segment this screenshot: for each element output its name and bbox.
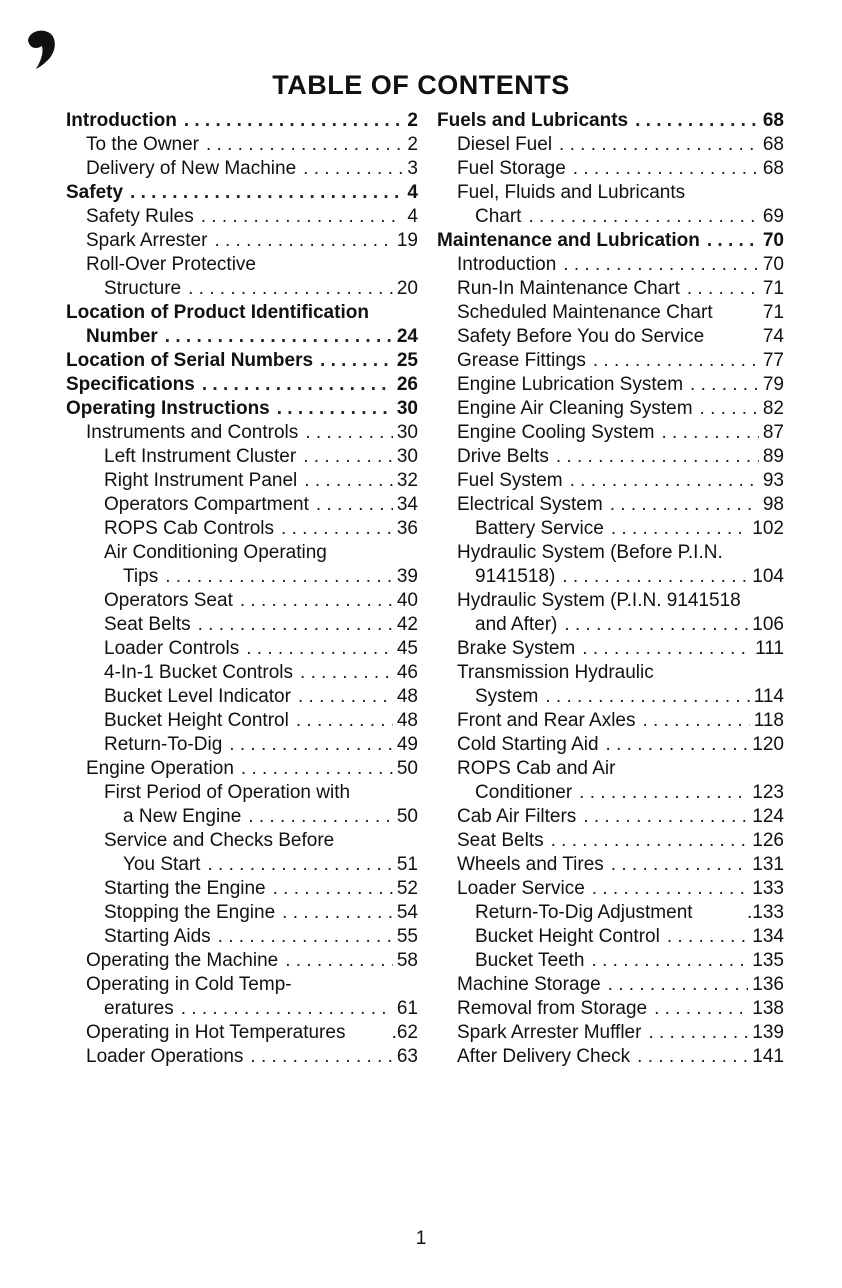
toc-entry-page: .62 [391, 1022, 418, 1043]
dot-leader [690, 373, 759, 397]
toc-entry [66, 541, 418, 565]
toc-entry [66, 613, 418, 637]
toc-entry-title: Bucket Teeth [475, 950, 585, 971]
dot-leader [611, 853, 749, 877]
toc-entry [437, 229, 784, 253]
toc-entry-page: 123 [752, 782, 784, 803]
corner-mark-icon [24, 26, 58, 70]
toc-entry [437, 349, 784, 373]
toc-entry-title: and After) [475, 614, 558, 635]
toc-entry-title: Return-To-Dig Adjustment [475, 902, 693, 923]
toc-entry-page: 4 [407, 206, 418, 227]
dot-leader [637, 1045, 748, 1069]
toc-entry [66, 1045, 418, 1069]
dot-leader [610, 493, 759, 517]
toc-entry-title: Loader Service [457, 878, 585, 899]
dot-leader [282, 901, 393, 925]
toc-entry-page: 24 [396, 326, 418, 347]
toc-entry [437, 589, 784, 613]
toc-entry [437, 421, 784, 445]
dot-leader [662, 421, 759, 445]
dot-leader [184, 109, 404, 133]
toc-entry-title: Brake System [457, 638, 576, 659]
toc-entry-title: Return-To-Dig [104, 734, 223, 755]
toc-entry-page: 82 [762, 398, 784, 419]
dot-leader [563, 253, 759, 277]
toc-entry [66, 853, 418, 877]
toc-entry-title: Cold Starting Aid [457, 734, 599, 755]
toc-entry-title: Fuel, Fluids and Lubricants [457, 182, 686, 203]
toc-entry-page: 2 [407, 110, 418, 131]
toc-entry-title: a New Engine [123, 806, 242, 827]
toc-entry-page: 2 [407, 134, 418, 155]
toc-entry [66, 565, 418, 589]
toc-entry-title: Spark Arrester [86, 230, 208, 251]
toc-entry-page: 19 [396, 230, 418, 251]
toc-entry-page: 89 [762, 446, 784, 467]
dot-leader [582, 637, 751, 661]
toc-entry-title: Grease Fittings [457, 350, 586, 371]
toc-entry-title: Battery Service [475, 518, 604, 539]
toc-entry-title: Bucket Height Control [104, 710, 289, 731]
toc-entry [437, 709, 784, 733]
dot-leader [667, 925, 748, 949]
toc-entry-title: 9141518) [475, 566, 556, 587]
toc-entry [66, 205, 418, 229]
dot-leader [592, 949, 749, 973]
toc-entry-page: 134 [752, 926, 784, 947]
toc-entry-title: Operators Seat [104, 590, 233, 611]
toc-entry-page: 111 [755, 638, 784, 659]
toc-entry [437, 205, 784, 229]
toc-entry [66, 973, 418, 997]
toc-entry [66, 781, 418, 805]
toc-entry-title: Introduction [66, 110, 177, 131]
toc-entry-page: 55 [396, 926, 418, 947]
toc-entry-page: 51 [396, 854, 418, 875]
toc-entry-title: Transmission Hydraulic [457, 662, 654, 683]
toc-entry-title: Maintenance and Lubrication [437, 230, 700, 251]
toc-entry-page: 58 [396, 950, 418, 971]
toc-entry-title: Hydraulic System (P.I.N. 9141518 [457, 590, 741, 611]
toc-entry-page: .133 [747, 902, 784, 923]
dot-leader [250, 1045, 392, 1069]
toc-entry-page: 131 [752, 854, 784, 875]
toc-entry-page: 135 [752, 950, 784, 971]
toc-entry [66, 253, 418, 277]
toc-entry-page: 69 [762, 206, 784, 227]
toc-entry-title: Fuels and Lubricants [437, 110, 629, 131]
dot-leader [303, 445, 393, 469]
toc-entry-title: ROPS Cab Controls [104, 518, 275, 539]
toc-entry [66, 109, 418, 133]
toc-entry-title: eratures [104, 998, 174, 1019]
toc-entry-page: 30 [396, 398, 418, 419]
dot-leader [240, 589, 393, 613]
toc-entry-page: 36 [396, 518, 418, 539]
toc-entry [66, 133, 418, 157]
toc-entry-title: Diesel Fuel [457, 134, 553, 155]
toc-entry [437, 637, 784, 661]
toc-right-column [437, 109, 784, 1069]
dot-leader [608, 973, 749, 997]
toc-entry-page: 32 [396, 470, 418, 491]
toc-entry-title: Seat Belts [104, 614, 191, 635]
toc-entry [66, 733, 418, 757]
dot-leader [648, 1021, 748, 1045]
toc-entry [66, 661, 418, 685]
toc-entry-page: 114 [753, 686, 784, 707]
toc-entry-title: ROPS Cab and Air [457, 758, 616, 779]
toc-entry-title: Fuel System [457, 470, 563, 491]
toc-entry [437, 541, 784, 565]
toc-entry [66, 445, 418, 469]
toc-entry-title: Location of Serial Numbers [66, 350, 314, 371]
toc-entry-page: 4 [407, 182, 418, 203]
toc-entry [437, 853, 784, 877]
page-title: TABLE OF CONTENTS [272, 70, 570, 101]
toc-entry-page: 68 [762, 110, 784, 131]
toc-entry [437, 1021, 784, 1045]
toc-entry-title: Stopping the Engine [104, 902, 276, 923]
toc-entry-page: 68 [762, 158, 784, 179]
toc-entry [437, 661, 784, 685]
dot-leader [248, 805, 393, 829]
toc-entry-title: Air Conditioning Operating [104, 542, 327, 563]
toc-entry-title: Front and Rear Axles [457, 710, 636, 731]
dot-leader [300, 661, 393, 685]
toc-entry-title: Safety [66, 182, 124, 203]
dot-leader [579, 781, 748, 805]
toc-entry-page: 93 [762, 470, 784, 491]
toc-entry [437, 133, 784, 157]
dot-leader [564, 613, 748, 637]
toc-entry-title: Delivery of New Machine [86, 158, 297, 179]
dot-leader [298, 685, 393, 709]
toc-entry-title: Left Instrument Cluster [104, 446, 297, 467]
dot-leader [592, 877, 749, 901]
toc-entry-page: 70 [762, 254, 784, 275]
toc-entry-title: Operators Compartment [104, 494, 309, 515]
toc-entry [437, 565, 784, 589]
toc-entry-title: Loader Operations [86, 1046, 244, 1067]
toc-entry-page: 45 [396, 638, 418, 659]
toc-entry-title: Run-In Maintenance Chart [457, 278, 680, 299]
toc-entry-title: Service and Checks Before [104, 830, 335, 851]
toc-entry-page: 106 [752, 614, 784, 635]
toc-entry [437, 253, 784, 277]
toc-entry-page: 141 [752, 1046, 784, 1067]
toc-entry [66, 637, 418, 661]
toc-entry-page: 70 [762, 230, 784, 251]
toc-entry [437, 397, 784, 421]
toc-entry [437, 445, 784, 469]
toc-entry [437, 325, 784, 349]
dot-leader [218, 925, 393, 949]
toc-entry [437, 829, 784, 853]
dot-leader [573, 157, 759, 181]
dot-leader [642, 709, 749, 733]
toc-entry-page: 34 [396, 494, 418, 515]
toc-entry-title: Cab Air Filters [457, 806, 577, 827]
toc-entry-page: 42 [396, 614, 418, 635]
toc-entry-title: Instruments and Controls [86, 422, 299, 443]
toc-entry-title: You Start [123, 854, 201, 875]
toc-entry-title: Specifications [66, 374, 195, 395]
toc-entry-title: First Period of Operation with [104, 782, 351, 803]
toc-entry-title: Removal from Storage [457, 998, 648, 1019]
dot-leader [165, 565, 393, 589]
toc-entry-title: Seat Belts [457, 830, 544, 851]
toc-entry-title: Engine Lubrication System [457, 374, 684, 395]
dot-leader [611, 517, 748, 541]
toc-entry-title: Hydraulic System (Before P.I.N. [457, 542, 723, 563]
toc-entry [66, 997, 418, 1021]
toc-entry-page: 118 [753, 710, 784, 731]
toc-entry [437, 973, 784, 997]
dot-leader [165, 325, 393, 349]
toc-entry [66, 349, 418, 373]
toc-entry [66, 1021, 418, 1045]
toc-entry-page: 79 [762, 374, 784, 395]
toc-entry-title: Drive Belts [457, 446, 549, 467]
dot-leader [207, 853, 392, 877]
dot-leader [593, 349, 759, 373]
toc-entry-page: 63 [396, 1046, 418, 1067]
toc-entry [437, 517, 784, 541]
toc-entry [66, 229, 418, 253]
toc-entry-page: 139 [752, 1022, 784, 1043]
toc-entry-page: 102 [752, 518, 784, 539]
toc-entry-title: Roll-Over Protective [86, 254, 256, 275]
toc-entry-title: Operating in Hot Temperatures [86, 1022, 346, 1043]
toc-entry-page: 120 [752, 734, 784, 755]
toc-entry [437, 925, 784, 949]
toc-entry-title: Engine Cooling System [457, 422, 655, 443]
toc-entry-title: System [475, 686, 539, 707]
toc-entry-page: 133 [752, 878, 784, 899]
toc-entry-page: 30 [396, 422, 418, 443]
toc-entry-page: 104 [752, 566, 784, 587]
toc-entry-page: 87 [762, 422, 784, 443]
toc-entry [437, 685, 784, 709]
dot-leader [202, 373, 393, 397]
toc-entry-page: 25 [396, 350, 418, 371]
toc-entry-title: Structure [104, 278, 182, 299]
dot-leader [583, 805, 748, 829]
toc-entry [66, 397, 418, 421]
toc-entry-title: Right Instrument Panel [104, 470, 298, 491]
toc-entry [437, 901, 784, 925]
toc-entry-page: 124 [752, 806, 784, 827]
toc-entry-page: 48 [396, 686, 418, 707]
toc-entry-title: 4-In-1 Bucket Controls [104, 662, 294, 683]
toc-entry-page: 49 [396, 734, 418, 755]
toc-entry-title: Number [86, 326, 158, 347]
toc-entry-page: 54 [396, 902, 418, 923]
dot-leader [320, 349, 393, 373]
toc-entry [437, 301, 784, 325]
toc-entry [437, 757, 784, 781]
dot-leader [285, 949, 393, 973]
toc-entry-page: 52 [396, 878, 418, 899]
toc-entry-page: 50 [396, 806, 418, 827]
dot-leader [304, 469, 393, 493]
toc-entry-title: Chart [475, 206, 522, 227]
dot-leader [246, 637, 393, 661]
toc-entry [66, 829, 418, 853]
toc-entry-title: Engine Operation [86, 758, 234, 779]
toc-entry-title: Safety Rules [86, 206, 194, 227]
toc-entry-page: 20 [396, 278, 418, 299]
toc-entry [66, 925, 418, 949]
toc-entry [66, 421, 418, 445]
toc-entry [437, 877, 784, 901]
toc-entry [66, 325, 418, 349]
toc-entry [66, 805, 418, 829]
toc-entry-page: 61 [396, 998, 418, 1019]
toc-entry [66, 493, 418, 517]
dot-leader [545, 685, 749, 709]
toc-entry-title: Scheduled Maintenance Chart [457, 302, 713, 323]
toc-entry-title: Electrical System [457, 494, 603, 515]
toc-entry-title: Operating in Cold Temp- [86, 974, 292, 995]
toc-entry [437, 469, 784, 493]
toc-entry [66, 301, 418, 325]
dot-leader [635, 109, 759, 133]
toc-entry [437, 181, 784, 205]
dot-leader [296, 709, 393, 733]
toc-entry-page: 126 [752, 830, 784, 851]
dot-leader [281, 517, 393, 541]
toc-left-column [66, 109, 418, 1069]
toc-entry-page: 39 [396, 566, 418, 587]
toc-entry [66, 181, 418, 205]
toc-entry-title: Loader Controls [104, 638, 240, 659]
dot-leader [303, 157, 403, 181]
toc-entry [66, 709, 418, 733]
toc-entry [437, 373, 784, 397]
toc-entry-page: 136 [752, 974, 784, 995]
toc-entry [437, 109, 784, 133]
toc-entry [437, 493, 784, 517]
toc-entry [437, 613, 784, 637]
toc-entry-page: 46 [396, 662, 418, 683]
dot-leader [305, 421, 393, 445]
toc-entry [66, 901, 418, 925]
dot-leader [570, 469, 759, 493]
dot-leader [559, 133, 759, 157]
toc-entry-page: 48 [396, 710, 418, 731]
dot-leader [214, 229, 392, 253]
dot-leader [551, 829, 749, 853]
toc-entry [437, 781, 784, 805]
dot-leader [707, 229, 759, 253]
dot-leader [316, 493, 393, 517]
toc-entry [66, 517, 418, 541]
toc-entry-page: 98 [762, 494, 784, 515]
toc-entry [437, 997, 784, 1021]
toc-entry-page: 77 [762, 350, 784, 371]
toc-entry-title: Introduction [457, 254, 557, 275]
toc-entry [437, 733, 784, 757]
toc-entry [66, 277, 418, 301]
toc-entry-title: Operating Instructions [66, 398, 270, 419]
dot-leader [277, 397, 393, 421]
dot-leader [562, 565, 748, 589]
toc-entry-page: 40 [396, 590, 418, 611]
toc-entry-title: Fuel Storage [457, 158, 566, 179]
toc-entry [66, 589, 418, 613]
toc-entry-title: Bucket Height Control [475, 926, 660, 947]
toc-entry-title: Safety Before You do Service [457, 326, 705, 347]
dot-leader [198, 613, 393, 637]
dot-leader [130, 181, 403, 205]
toc-entry [437, 1045, 784, 1069]
toc-entry-page: 3 [407, 158, 418, 179]
toc-entry [66, 469, 418, 493]
toc-entry-page: 71 [762, 278, 784, 299]
toc-entry-title: Spark Arrester Muffler [457, 1022, 642, 1043]
dot-leader [700, 397, 759, 421]
toc-entry-page: 71 [762, 302, 784, 323]
dot-leader [687, 277, 759, 301]
page-number: 1 [415, 1228, 427, 1249]
dot-leader [273, 877, 393, 901]
toc-entry-page: 68 [762, 134, 784, 155]
dot-leader [241, 757, 393, 781]
toc-entry-page: 30 [396, 446, 418, 467]
dot-leader [654, 997, 748, 1021]
dot-leader [188, 277, 393, 301]
toc-entry-title: Conditioner [475, 782, 573, 803]
toc-entry-page: 50 [396, 758, 418, 779]
dot-leader [528, 205, 758, 229]
toc-entry [66, 685, 418, 709]
toc-entry-title: After Delivery Check [457, 1046, 631, 1067]
toc-entry-page: 138 [752, 998, 784, 1019]
toc-entry [66, 949, 418, 973]
toc-entry-title: Wheels and Tires [457, 854, 604, 875]
toc-entry-title: Starting Aids [104, 926, 211, 947]
dot-leader [181, 997, 393, 1021]
toc-entry-title: Engine Air Cleaning System [457, 398, 693, 419]
toc-entry-page: 74 [762, 326, 784, 347]
toc-entry-title: Bucket Level Indicator [104, 686, 291, 707]
toc-entry-title: Location of Product Identification [66, 302, 369, 323]
toc-entry [66, 373, 418, 397]
toc-entry [437, 277, 784, 301]
toc-entry [66, 157, 418, 181]
dot-leader [229, 733, 393, 757]
toc-entry-title: Machine Storage [457, 974, 601, 995]
toc-entry-page: 26 [396, 374, 418, 395]
dot-leader [606, 733, 749, 757]
dot-leader [556, 445, 759, 469]
dot-leader [201, 205, 404, 229]
toc-entry-title: Starting the Engine [104, 878, 266, 899]
toc-entry-title: Operating the Machine [86, 950, 279, 971]
toc-entry-title: Tips [123, 566, 159, 587]
dot-leader [206, 133, 403, 157]
toc-entry [437, 949, 784, 973]
toc-entry [66, 757, 418, 781]
toc-entry [437, 805, 784, 829]
toc-entry-title: To the Owner [86, 134, 199, 155]
toc-entry [437, 157, 784, 181]
toc-entry [66, 877, 418, 901]
